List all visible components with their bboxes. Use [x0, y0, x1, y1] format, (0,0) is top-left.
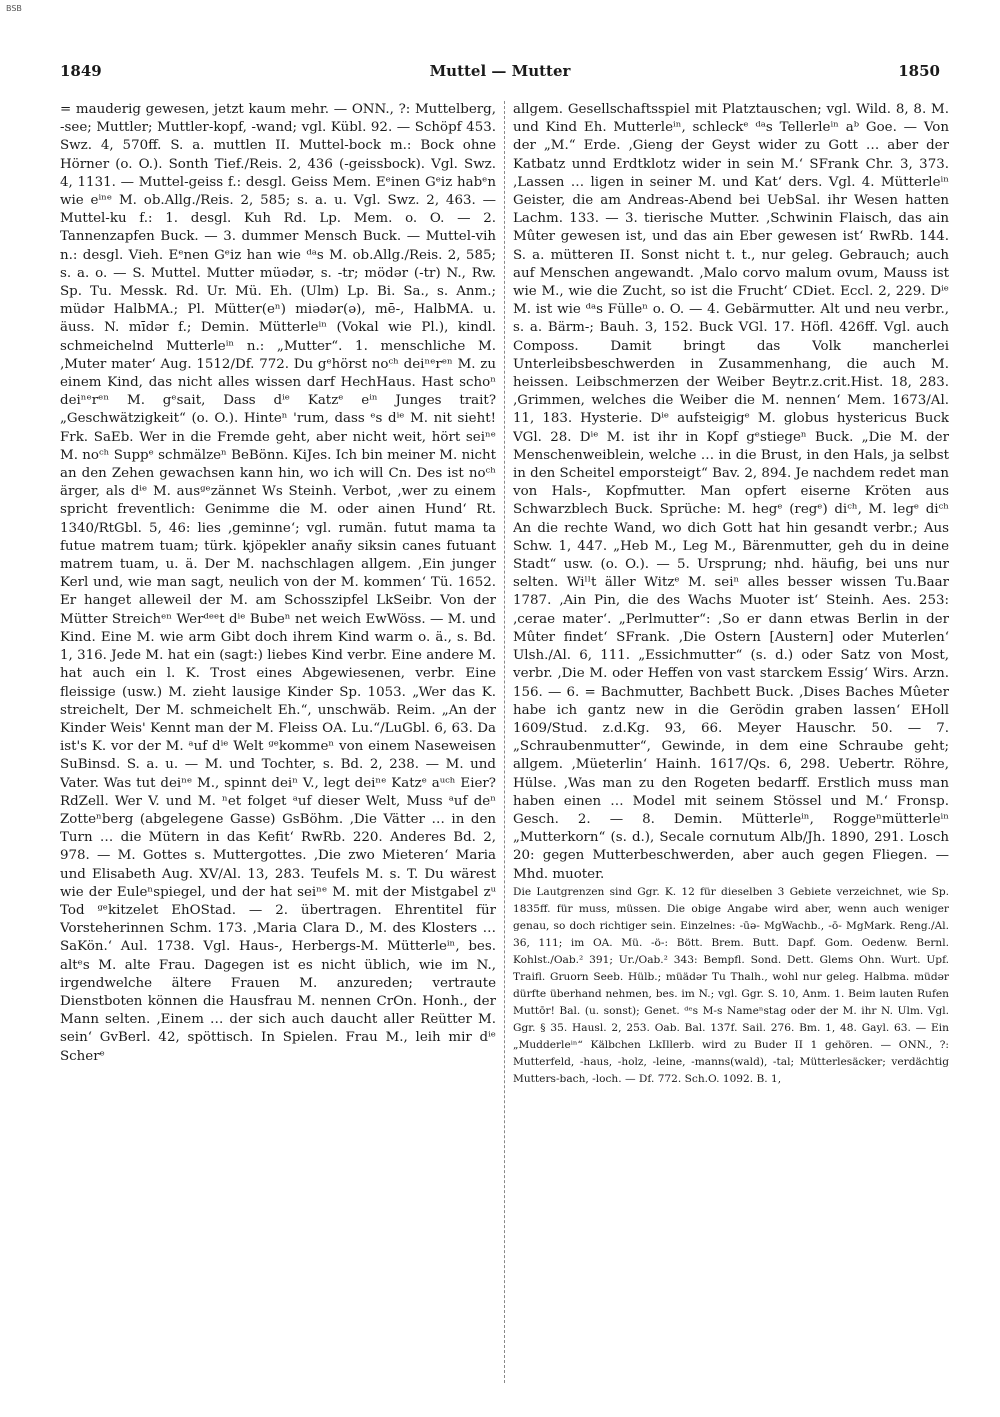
- right-column-note: Die Lautgrenzen sind Ggr. K. 12 für dieselben 3 Gebiete verzeichnet, wie Sp. 1835ff. für muss, müssen. Die obige Angabe wird aber, wenn auch weniger genau, so doch richtiger sein. Einzelnes: -ūə- MgWachb., -ō- MgMark. Reng./Al. 36, 111; im OA. Mü. -ö-: Bött. Brem. Butt. Dapf. Gom. Oedenw. Bernl. Kohlst./Oab.² 391; Ur./Oab.² 343: Bempfl. Sond. Dett. Glems Ohn. Wurt. Upf. Traifl. Gruorn Seeb. Hülb.; müädər Tu Thalh., wohl nur geleg. Halbma. müdər dürfte überhand nehmen, bes. im N.; vgl. Ggr. S. 10, Anm. 1. Beim lauten Rufen Muttōr! Bal. (u. sonst); Genet. ᵈᵉs M-s Nameⁿstag oder der M. ihr N. Ulm. Vgl. Ggr. § 35. Hausl. 2, 253. Oab. Bal. 137f. Sail. 276. Bm. 1, 48. Gayl. 63. — Ein „Mudderleⁱⁿ“ Kälbchen LkIllerb. wird zu Buder II 1 gehören. — ONN., ?: Mutterfeld, -haus, -holz, -leine, -manns(wald), -tal; Mütterlesäcker; verdächtig Mutters-bach, -loch. — Df. 772. Sch.O. 1092. B. 1,: [513, 885, 949, 1085]
- column-divider: [504, 101, 505, 1383]
- left-column: [60, 101, 496, 1386]
- page-number-right: 1850: [898, 62, 940, 80]
- page-header: [60, 62, 940, 84]
- left-column-text: = mauderig gewesen, jetzt kaum mehr. — ONN., ?: Muttelberg, -see; Muttler; Muttler-kopf, -wand; vgl. Kübl. 92. — Schöpf 453. Swz. 4, 570ff. S. a. muttlen II. Muttel-bock m.: Bock ohne Hörner (o. O.). Sonth Tief./Reis. 2, 436 (-geissbock). Vgl. Swz. 4, 1131. — Muttel-geiss f.: desgl. Geiss Mem. Eᵉinen Gᵉiz habᵉn wie eⁱⁿᵉ M. ob.Allg./Reis. 2, 585; s. a. u. Vgl. Swz. 2, 463. — Muttel-ku f.: 1. desgl. Kuh Rd. Lp. Mem. o. O. — 2. Tannenzapfen Buck. — 3. dummer Mensch Buck. — Muttel-vih n.: desgl. Vieh. Eᵉnen Gᵉiz han wie ᵈᵃs M. ob.Allg./Reis. 2, 585; s. a. o. — S. Muttel. Mutter müədər, s. -tr; mödər (-tr) N., Rw. Sp. Tu. Messk. Rd. Ur. Mü. Eh. (Ulm) Lp. Bi. Sa., s. Anm.; müdər HalbMA.; Pl. Mütter(eⁿ) miədər(ə), mē-, HalbMA. u. äuss. N. mīdər f.; Demin. Mütterleⁱⁿ (Vokal wie Pl.), kindl. schmeichelnd Mutterleⁱⁿ n.: „Mutter“. 1. menschliche M. ‚Muter mater‘ Aug. 1512/Df. 772. Du gᵉhörst noᶜʰ deiⁿᵉrᵉⁿ M. zu einem Kind, das nicht alles wissen darf HechHaus. Hast schoⁿ deiⁿᵉrᵉⁿ M. gᵉsait, Dass dⁱᵉ Katzᵉ eⁱⁿ Junges trait? „Geschwätzigkeit“ (o. O.). Hinteⁿ 'rum, dass ᵉs dⁱᵉ M. nit sieht! Frk. SaEb. Wer in die Fremde geht, aber nicht weit, hört seiⁿᵉ M. noᶜʰ Suppᵉ schmälzeⁿ BeBönn. KiJes. Ich bin meiner M. nicht an den Zehen gewachsen kann hin, wo ich will Cn. Des ist noᶜʰ ärger, als dⁱᵉ M. ausᵍᵉzännet Ws Steinh. Verbot, ‚wer zu einem spricht freventlich: Genimme die M. oder ainen Hund‘ Rt. 1340/RtGbl. 5, 46: lies ‚geminne‘; vgl. rumän. futut mama ta futue matrem tuam; türk. kjöpekler anañy siksin canes futuant matrem tuam, u. ä. Der M. nachschlagen allgem. ‚Ein junger Kerl und, wie man sagt, neulich von der M. kommen‘ Tü. 1652. Er hanget alleweil der M. am Schosszipfel LkSeibr. Von der Mütter Streichᵉⁿ Werᵈᵉᵉt dⁱᵉ Bubeⁿ net weich EwWöss. — M. und Kind. Eine M. wie arm Gibt doch ihrem Kind warm o. ä., s. Bd. 1, 316. Jede M. hat ein (sagt:) liebes Kind verbr. Eine andere M. hat auch ein l. K. Trost eines Abgewiesenen, verbr. Eine fleissige (usw.) M. zieht lausige Kinder Sp. 1053. „Wer das K. streichelt, Der M. schmeichelt Eh.“, unschwäb. Reim. „An der Kinder Weis' Kennt man der M. Fleiss OA. Lu.“/LuGbl. 6, 63. Da ist's K. vor der M. ᵃuf dⁱᵉ Welt ᵍᵉkommeⁿ von einem Naseweisen SuBinsd. S. a. u. — M. und Tochter, s. Bd. 2, 238. — M. und Vater. Was tut deiⁿᵉ M., spinnt deiⁿ V., legt deiⁿᵉ Katzᵉ aᵘᶜʰ Eier? RdZell. Wer V. und M. ⁿet folget ᵃuf dieser Welt, Muss ᵃuf deⁿ Zotteⁿberg (abgelegene Gasse) GsBöhm. ‚Die Vätter … in den Turn … die Mütern in das Kefit‘ RwRb. 220. Anderes Bd. 2, 978. — M. Gottes s. Muttergottes. ‚Die zwo Mieteren‘ Maria und Elisabeth Aug. XV/Al. 13, 283. Teufels M. s. T. Du wärest wie der Euleⁿspiegel, und der hat seiⁿᵉ M. mit der Mistgabel zᵘ Tod ᵍᵉkitzelet EhOStad. — 2. übertragen. Ehrentitel für Vorsteherinnen Schm. 173. ‚Maria Clara D., M. des Klosters … SaKön.‘ Aul. 1738. Vgl. Haus-, Herbergs-M. Mütterleⁱⁿ, bes. altᵉs M. alte Frau. Dagegen ist es nicht üblich, wie im N., irgendwelche ältere Frauen M. anzureden; vertraute Dienstboten können die Hausfrau M. nennen CrOn. Honh., der Mann selten. ‚Einem … der sich auch daucht aller Reütter M. sein‘ GvBerl. 42, spöttisch. In Spielen. Frau M., leih mir dⁱᵉ Scherᵉ: [60, 102, 496, 1064]
- library-stamp: BSB: [6, 4, 22, 13]
- right-column: [513, 101, 949, 1386]
- page-number-left: 1849: [60, 62, 102, 80]
- right-column-text: allgem. Gesellschaftsspiel mit Platztauschen; vgl. Wild. 8, 8. M. und Kind Eh. Mutterleⁱⁿ, schleckᵉ ᵈᵃs Tellerleⁱⁿ aᵇ Goe. — Von der „M.“ Erde. ‚Gieng der Geyst wider zu Gott … aber der Katbatz unnd Erdtklotz wider in sein M.‘ SFrank Chr. 3, 373. ‚Lassen … ligen in seiner M. und Kat‘ ders. Vgl. 4. Mütterleⁱⁿ Geister, die am Andreas-Abend bei UebSal. ihr Wesen hatten Lachm. 133. — 3. tierische Mutter. ‚Schwinin Flaisch, das ain Mûter gewesen ist, und das ain Eber gewesen ist‘ RwRb. 144. S. a. mütteren II. Sonst nicht t. t., nur geleg. Gebrauch; auch auf Menschen angewandt. ‚Malo corvo malum ovum, Mauss ist wie M., wie die Zucht, so ist die Frucht‘ CDiet. Eccl. 2, 229. Dⁱᵉ M. ist wie ᵈᵃs Fülleⁿ o. O. — 4. Gebärmutter. Alt und neu verbr., s. a. Bärm-; Bauh. 3, 152. Buck VGl. 17. Höfl. 426ff. Vgl. auch Composs. Damit bringt das Volk mancherlei Unterleibsbeschwerden in Zusammenhang, die auch M. heissen. Leibschmerzen der Weiber Beytr.z.crit.Hist. 18, 283. ‚Grimmen, welches die Weiber die M. nennen‘ Mem. 1673/Al. 11, 183. Hysterie. Dⁱᵉ aufsteigigᵉ M. globus hystericus Buck VGl. 28. Dⁱᵉ M. ist ihr in Kopf gᵉstiegeⁿ Buck. „Die M. der Menschenweiblein, welche … in die Brust, in den Hals, ja selbst in den Scheitel emporsteigt“ Bav. 2, 894. Je nachdem redet man von Hals-, Kopfmutter. Man opfert eiserne Kröten aus Schwarzblech Buck. Sprüche: M. hegᵉ (regᵉ) diᶜʰ, M. legᵉ diᶜʰ An die rechte Wand, wo dich Gott hat hin gesandt verbr.; Aus Schw. 1, 447. „Heb M., Leg M., Bärenmutter, geh du in deine Stadt“ usw. (o. O.). — 5. Ursprung; nhd. häufig, bei uns nur selten. Wiˡˡt äller Witzᵉ M. seiⁿ alles besser wissen Tu.Baar 1787. ‚Ain Pin, die des Wachs Muoter ist‘ Steinh. Aes. 253: ‚cerae mater‘. „Perlmutter“: ‚So er dann etwas Berlin in der Mûter findet‘ SFrank. ‚Die Ostern [Austern] oder Muterlen‘ Ulsh./Al. 6, 111. „Essichmutter“ (s. d.) oder Satz von Most, verbr. ‚Die M. oder Heffen von vast starckem Essig‘ Wirs. Arzn. 156. — 6. = Bachmutter, Bachbett Buck. ‚Dises Baches Mûeter habe ich gantz new in die Gerödin graben lassen‘ EHoll 1609/Stud. z.d.Kg. 93, 66. Meyer Hauschr. 50. — 7. „Schraubenmutter“, Gewinde, in dem eine Schraube geht; allgem. ‚Müeterlin‘ Hainh. 1617/Qs. 6, 298. Uebertr. Röhre, Hülse. ‚Was man zu den Rogeten bedarff. Erstlich muss man haben einen … Model mit seinem Stössel und M.‘ Fronsp. Gesch. 2. — 8. Demin. Mütterleⁱⁿ, Roggeⁿmütterleⁱⁿ „Mutterkorn“ (s. d.), Secale cornutum Alb/Jh. 1890, 291. Losch 20: gegen Mutterbeschwerden, aber auch gegen Fliegen. — Mhd. muoter.: [513, 102, 949, 882]
- running-title: Muttel — Mutter: [429, 62, 571, 80]
